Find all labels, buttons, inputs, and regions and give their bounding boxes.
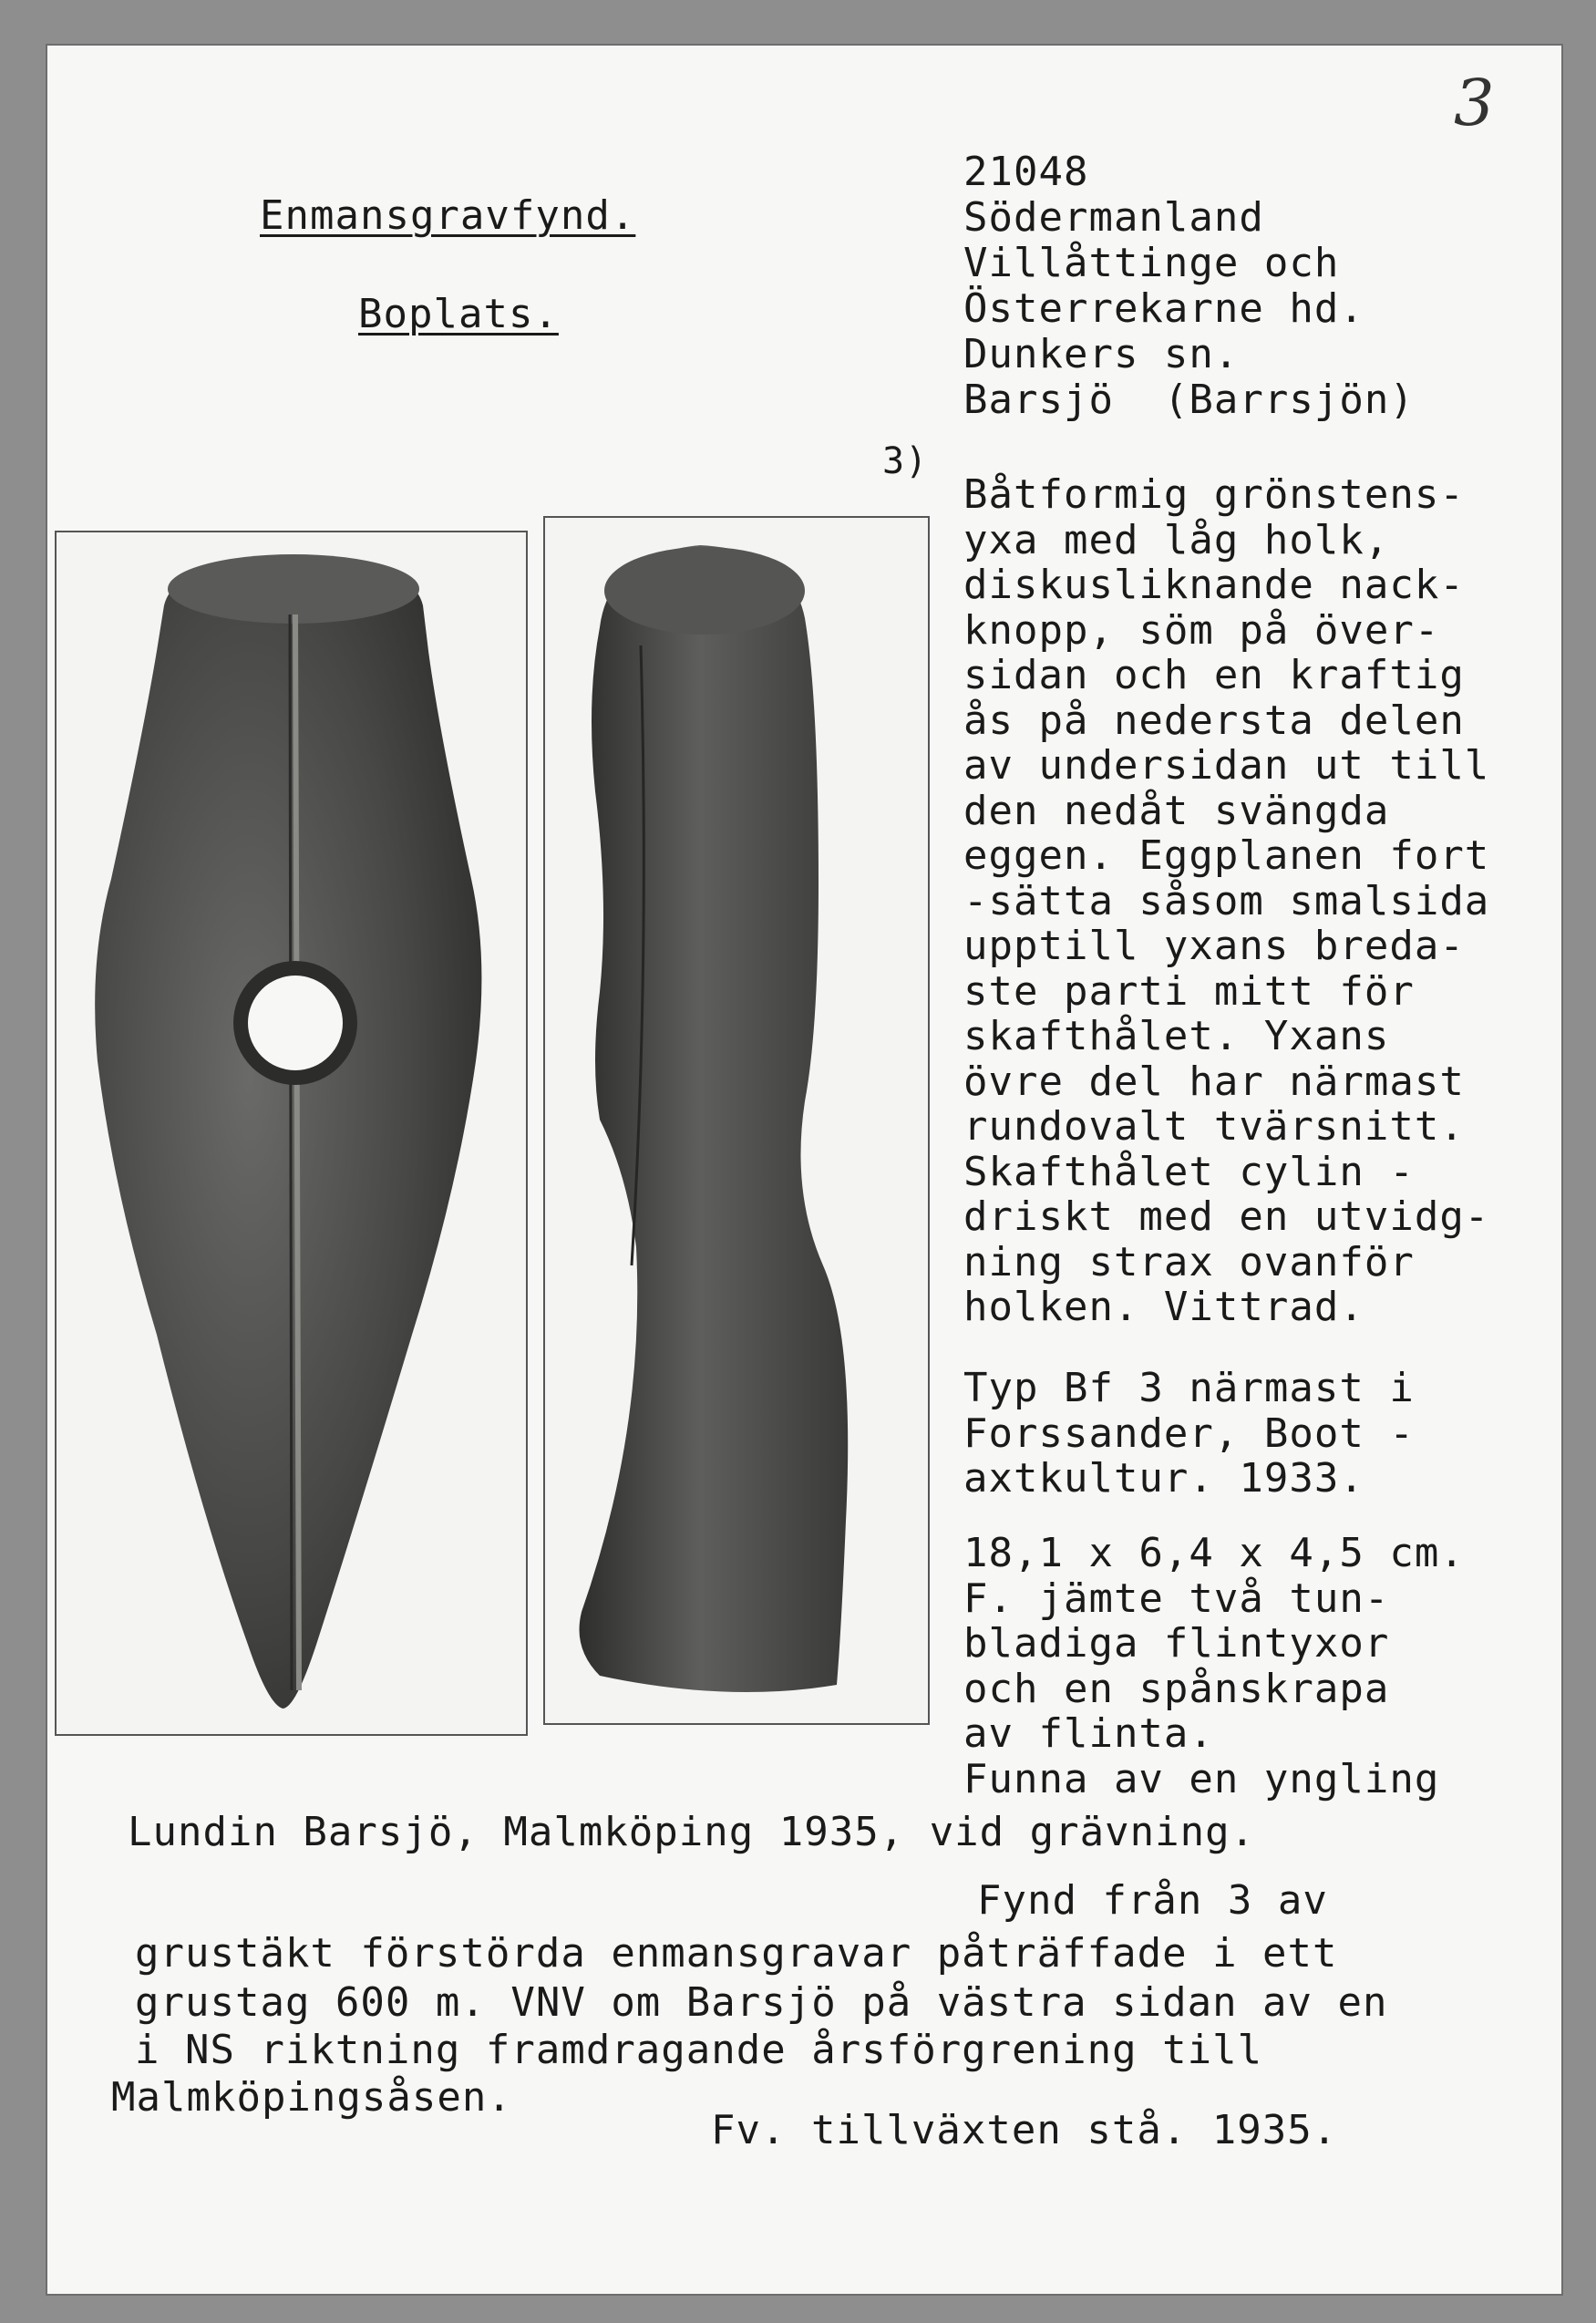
dimensions-block [963, 1531, 1465, 1802]
catalog-place: Barsjö (Barrsjön) [963, 377, 1415, 423]
description-line: ste parti mitt för [963, 967, 1415, 1015]
signature: Fv. tillväxten stå. 1935. [711, 2107, 1338, 2153]
dimension-line: 18,1 x 6,4 x 4,5 cm. [963, 1530, 1465, 1576]
heading-title: Enmansgravfynd. [260, 192, 636, 239]
description-line: av undersidan ut till [963, 742, 1490, 789]
description-line: ning strax ovanför [963, 1238, 1415, 1285]
finder-line: Lundin Barsjö, Malmköping 1935, vid grävning. [128, 1809, 1256, 1855]
axe-top-view-photo [55, 531, 528, 1736]
description-line: knopp, söm på över- [963, 606, 1440, 654]
description-line: diskusliknande nack- [963, 562, 1465, 608]
dimension-line: bladiga flintyxor [963, 1620, 1390, 1667]
description-line: den nedåt svängda [963, 787, 1390, 834]
catalog-hundred-line2: Österrekarne hd. [963, 285, 1364, 332]
catalog-parish: Dunkers sn. [963, 331, 1240, 377]
description-line: Skafthålet cylin - [963, 1148, 1415, 1195]
dimension-line: och en spånskrapa [963, 1665, 1390, 1712]
type-line: axtkultur. 1933. [963, 1455, 1364, 1502]
find-context-line: Fynd från 3 av [977, 1877, 1328, 1924]
type-line: Forssander, Boot - [963, 1409, 1415, 1457]
page-number: 3 [1454, 66, 1495, 140]
description-line: -sätta såsom smalsida [963, 877, 1490, 924]
description-line: driskt med en utvidg- [963, 1193, 1490, 1240]
description-line: ås på nedersta delen [963, 697, 1465, 744]
item-marker: 3) [882, 440, 929, 482]
description-line: Båtformig grönstens- [963, 471, 1465, 518]
find-context-line: grustag 600 m. VNV om Barsjö på västra sidan av en [135, 1979, 1388, 2026]
catalog-number: 21048 [963, 149, 1089, 195]
find-context-line: grustäkt förstörda enmansgravar påträffade i ett [135, 1930, 1338, 1977]
catalog-hundred-line1: Villåttinge och [963, 240, 1340, 286]
type-line: Typ Bf 3 närmast i [963, 1365, 1415, 1411]
catalog-province: Södermanland [963, 194, 1264, 241]
description-line: sidan och en kraftig [963, 652, 1465, 698]
description-line: eggen. Eggplanen fort [963, 832, 1490, 879]
heading-subtitle: Boplats. [358, 291, 559, 337]
dimension-line: F. jämte två tun- [963, 1574, 1390, 1622]
axe-side-view-photo [543, 516, 930, 1725]
description-line: övre del har närmast [963, 1058, 1465, 1105]
description-line: rundovalt tvärsnitt. [963, 1103, 1465, 1150]
description-line: upptill yxans breda- [963, 923, 1465, 969]
description-line: holken. Vittrad. [963, 1284, 1364, 1330]
dimension-line: Funna av en yngling [963, 1755, 1440, 1802]
dimension-line: av flinta. [963, 1710, 1214, 1757]
find-context-line: Malmköpingsåsen. [111, 2074, 512, 2121]
description-block [963, 472, 1489, 1330]
description-line: yxa med låg holk, [963, 516, 1390, 563]
find-context-line: i NS riktning framdragande årsförgrening till [135, 2027, 1263, 2073]
description-line: skafthålet. Yxans [963, 1013, 1390, 1059]
type-block [963, 1366, 1415, 1502]
